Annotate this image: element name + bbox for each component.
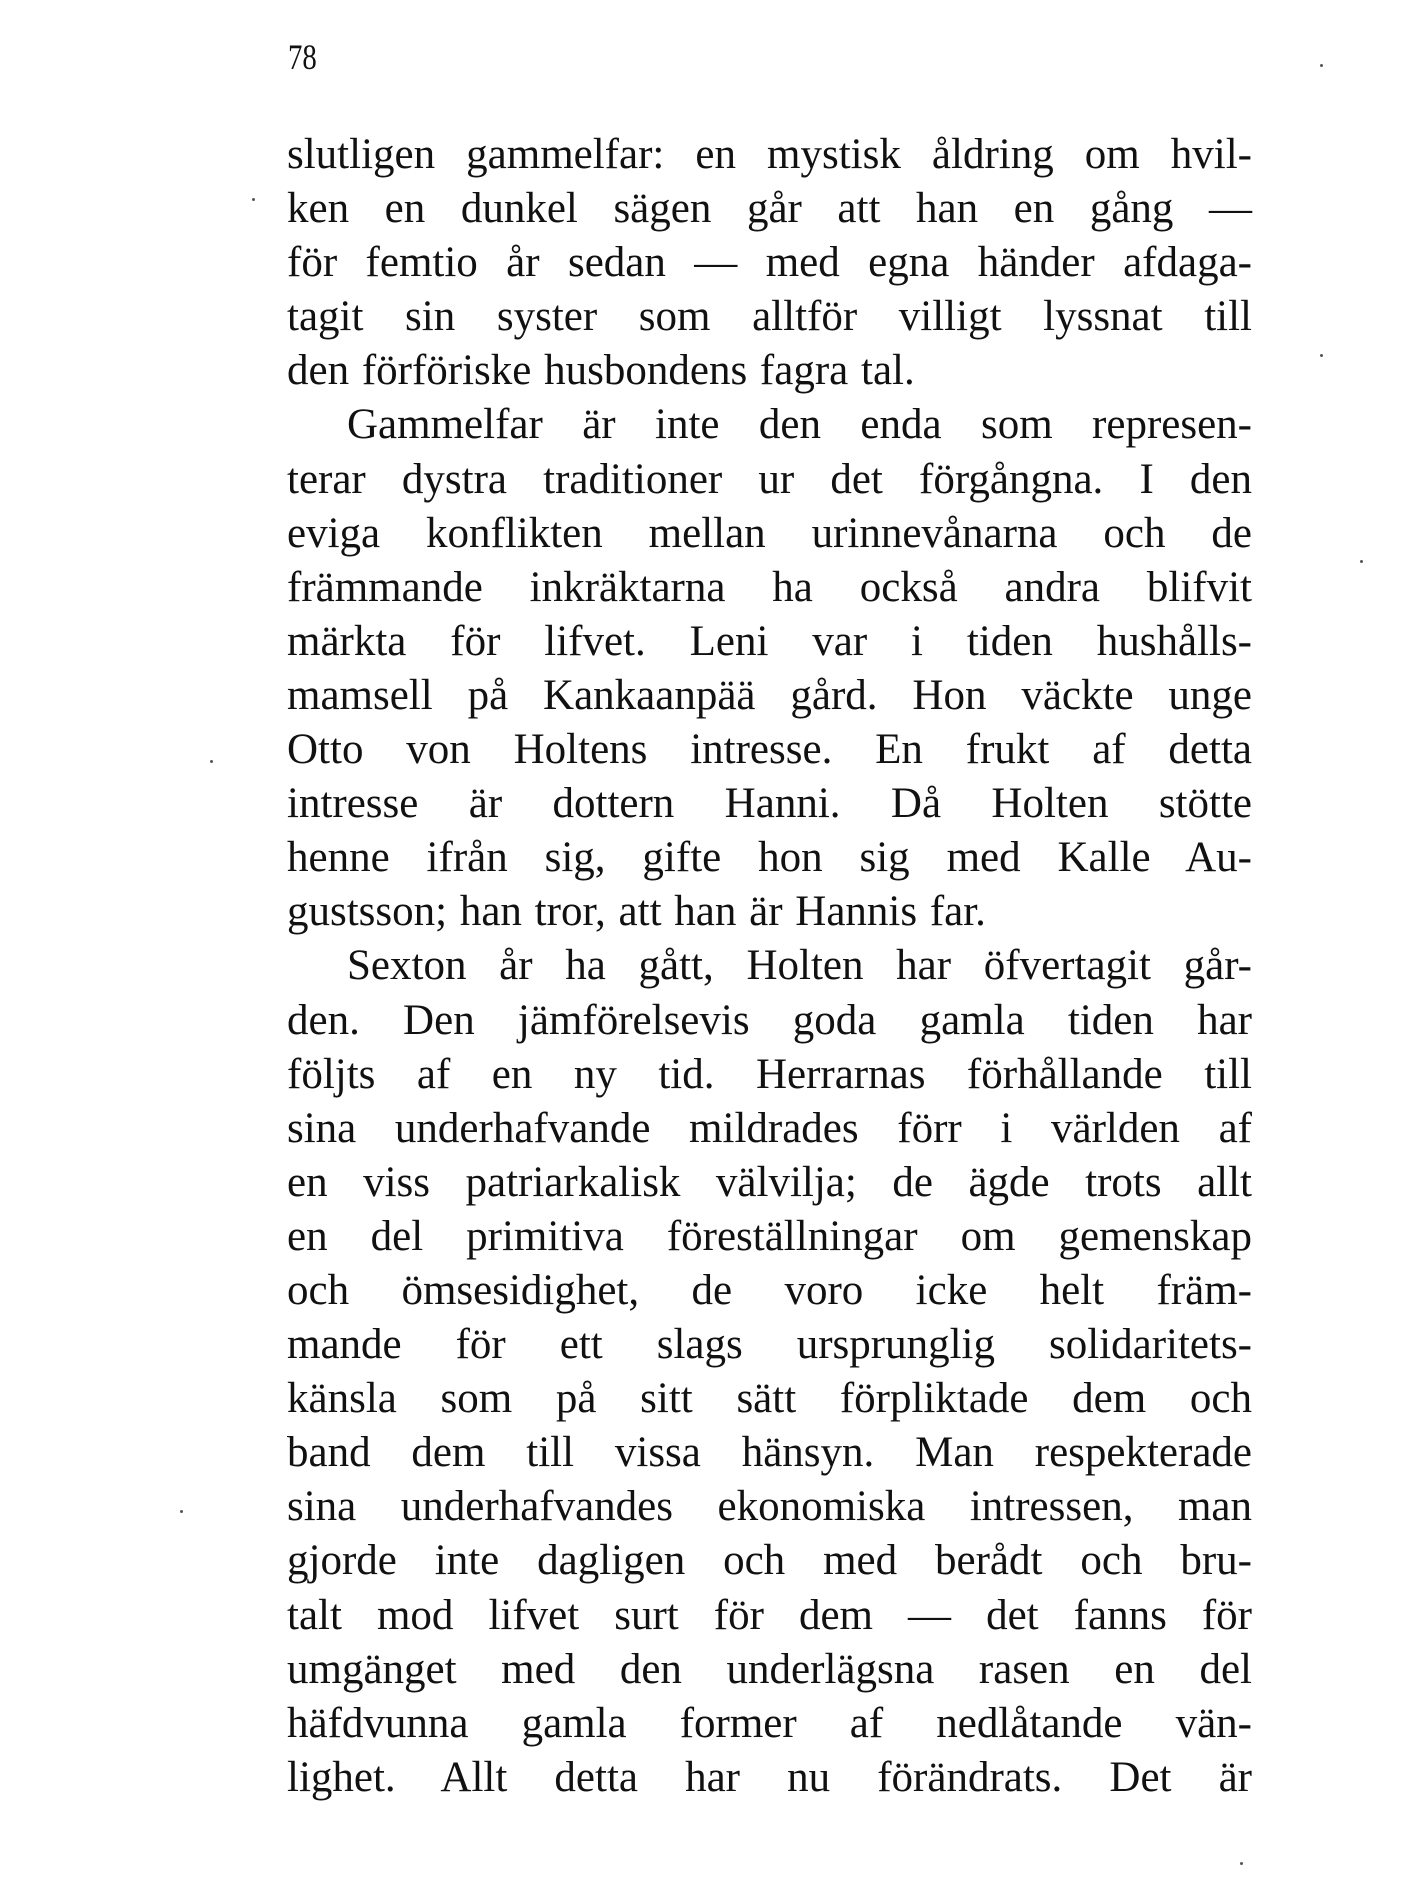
text-line [287, 1318, 1252, 1372]
text-line [287, 669, 1252, 723]
text-line-content: terar dystra traditioner ur det förgångna. I den [287, 455, 1252, 503]
text-line [287, 344, 1252, 398]
scan-speck [1320, 64, 1323, 67]
text-line [287, 398, 1252, 452]
text-line-content: märkta för lifvet. Leni var i tiden hushålls- [287, 617, 1252, 665]
text-line-content: den förföriske husbondens fagra tal. [287, 347, 915, 395]
page-number: 78 [288, 37, 317, 77]
text-line [287, 723, 1252, 777]
scan-speck [1360, 560, 1363, 563]
text-line [287, 1534, 1252, 1588]
text-line [287, 1156, 1252, 1210]
text-line-content: intresse är dottern Hanni. Då Holten stötte [287, 780, 1252, 828]
text-line [287, 1643, 1252, 1697]
text-line-content: gjorde inte dagligen och med berådt och bru- [287, 1537, 1252, 1585]
text-line-content: en del primitiva föreställningar om gemenskap [287, 1212, 1252, 1260]
text-line [287, 1102, 1252, 1156]
text-line [287, 128, 1252, 182]
text-line [287, 290, 1252, 344]
text-line-content: sina underhafvande mildrades förr i världen af [287, 1104, 1252, 1152]
text-line-content: häfdvunna gamla former af nedlåtande vän- [287, 1699, 1252, 1747]
text-line-content: band dem till vissa hänsyn. Man respekterade [287, 1429, 1252, 1477]
text-line [287, 507, 1252, 561]
text-line [287, 1210, 1252, 1264]
text-line [287, 994, 1252, 1048]
text-line [287, 1372, 1252, 1426]
text-line [287, 1048, 1252, 1102]
text-line [287, 1480, 1252, 1534]
text-line [287, 453, 1252, 507]
text-line-content: känsla som på sitt sätt förpliktade dem och [287, 1375, 1252, 1423]
scan-speck [252, 198, 255, 201]
scan-speck [210, 760, 213, 763]
text-line [287, 939, 1252, 993]
text-line [287, 831, 1252, 885]
text-line-content: främmande inkräktarna ha också andra blifvit [287, 563, 1252, 611]
text-line [287, 1264, 1252, 1318]
text-line [287, 1426, 1252, 1480]
text-line [287, 182, 1252, 236]
text-line-content: för femtio år sedan — med egna händer afdaga- [287, 239, 1252, 287]
text-line-content: tagit sin syster som alltför villigt lyssnat till [287, 293, 1252, 341]
text-line-content: en viss patriarkalisk välvilja; de ägde trots allt [287, 1158, 1252, 1206]
text-line-content: slutligen gammelfar: en mystisk åldring om hvil- [287, 131, 1252, 178]
text-line [287, 885, 1252, 939]
scan-speck [1320, 354, 1323, 357]
text-line-content: gustsson; han tror, att han är Hannis far. [287, 888, 986, 936]
text-line-content: Sexton år ha gått, Holten har öfvertagit går- [347, 942, 1252, 990]
text-line [287, 1697, 1252, 1751]
text-line-content: Gammelfar är inte den enda som represen- [347, 401, 1252, 449]
text-line [287, 615, 1252, 669]
text-line-content: följts af en ny tid. Herrarnas förhållande till [287, 1050, 1252, 1098]
scan-speck [1240, 1862, 1243, 1865]
text-line-content: och ömsesidighet, de voro icke helt främ- [287, 1266, 1252, 1314]
text-line-content: mamsell på Kankaanpää gård. Hon väckte unge [287, 671, 1252, 719]
text-line-content: den. Den jämförelsevis goda gamla tiden har [287, 996, 1252, 1044]
text-line-content: henne ifrån sig, gifte hon sig med Kalle Au- [287, 834, 1252, 882]
text-line-content: umgänget med den underlägsna rasen en del [287, 1645, 1252, 1693]
scan-speck [180, 1510, 183, 1513]
text-line-content: lighet. Allt detta har nu förändrats. Det är [287, 1753, 1252, 1801]
text-line [287, 561, 1252, 615]
text-line [287, 777, 1252, 831]
text-line-content: eviga konflikten mellan urinnevånarna och de [287, 509, 1252, 557]
text-line-content: ken en dunkel sägen går att han en gång — [287, 185, 1252, 233]
text-line-content: mande för ett slags ursprunglig solidaritets- [287, 1321, 1252, 1369]
text-line [287, 1589, 1252, 1643]
text-line-content: sina underhafvandes ekonomiska intressen, man [287, 1483, 1252, 1531]
text-line-content: Otto von Holtens intresse. En frukt af detta [287, 726, 1252, 774]
text-line [287, 236, 1252, 290]
text-line-content: talt mod lifvet surt för dem — det fanns för [287, 1591, 1252, 1639]
text-line [287, 1751, 1252, 1805]
body-text [287, 128, 1252, 1805]
